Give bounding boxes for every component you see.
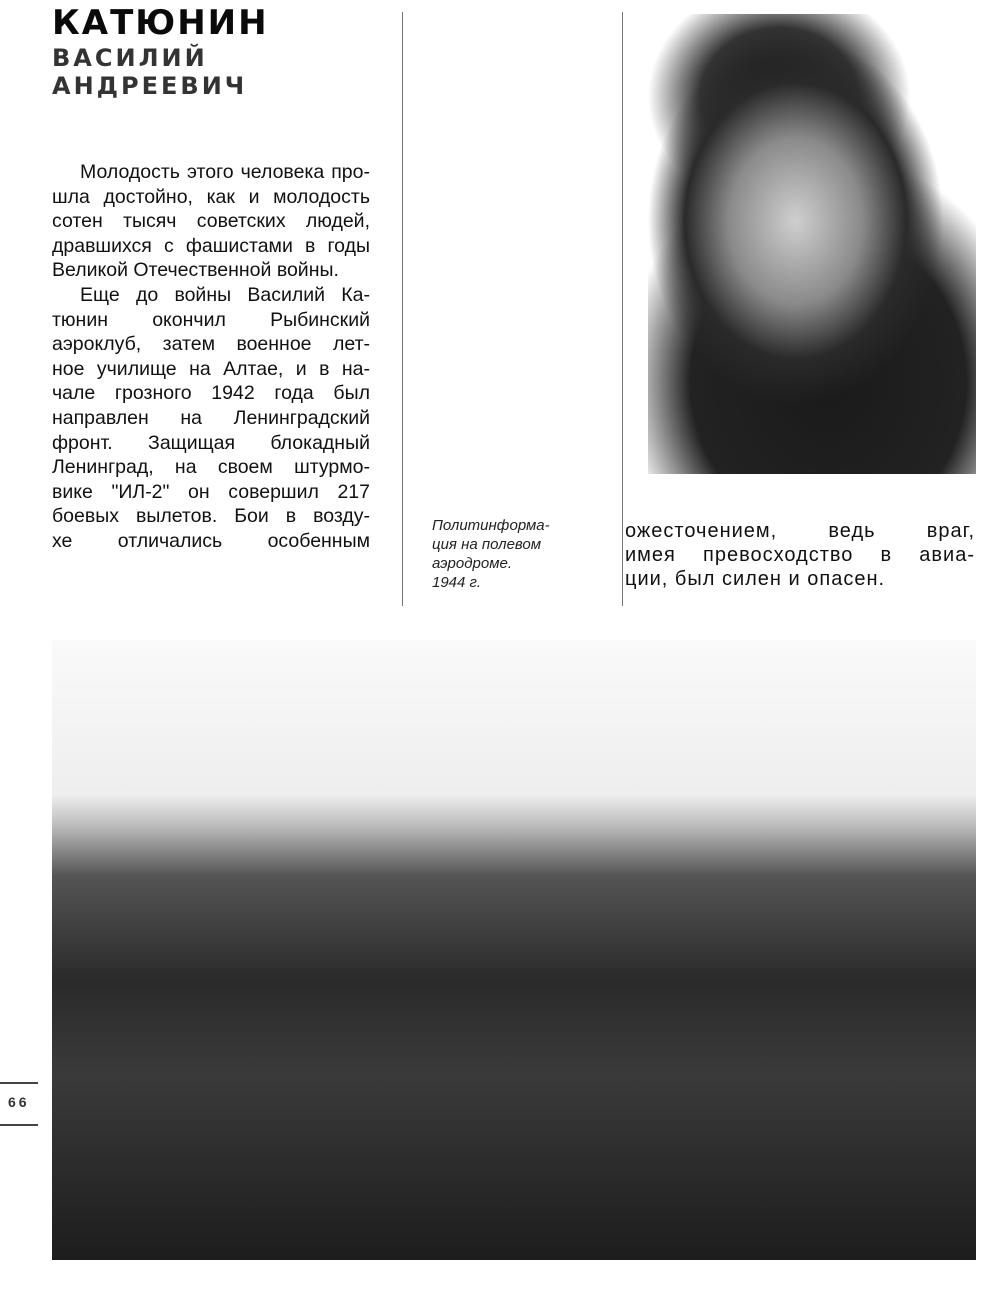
airfield-briefing-photo bbox=[52, 640, 976, 1260]
text-line: чале грозного 1942 года был bbox=[52, 382, 370, 405]
caption-line: аэродроме. bbox=[432, 555, 513, 572]
text-line: аэроклуб, затем военное лет- bbox=[52, 333, 370, 356]
page-number-rule bbox=[0, 1082, 38, 1084]
column-divider bbox=[402, 12, 403, 606]
body-text-right bbox=[625, 519, 975, 591]
text-line: Ленинград, на своем штурмо- bbox=[52, 456, 370, 479]
text-line: Еще до войны Василий Ка- bbox=[80, 283, 370, 306]
body-text-left bbox=[52, 160, 370, 554]
pilot-portrait-photo bbox=[648, 14, 976, 474]
article-heading bbox=[52, 3, 269, 100]
text-line: направлен на Ленинградский bbox=[52, 406, 370, 429]
text-line: ожесточением, ведь враг, bbox=[625, 520, 975, 542]
text-line: сотен тысяч советских людей, bbox=[52, 210, 370, 233]
column-divider bbox=[622, 12, 623, 606]
caption-line: Политинформа- bbox=[432, 517, 550, 534]
text-line: имея превосходство в авиа- bbox=[625, 544, 975, 566]
text-line: ное училище на Алтае, и в на- bbox=[52, 357, 370, 380]
surname: КАТЮНИН bbox=[52, 3, 269, 43]
text-line: хе отличались особенным bbox=[52, 529, 370, 552]
caption-line: 1944 г. bbox=[432, 574, 482, 591]
page-number-rule bbox=[0, 1124, 38, 1126]
photo-caption bbox=[432, 516, 550, 592]
text-line: Молодость этого человека про- bbox=[80, 161, 370, 183]
text-line: вике "ИЛ-2" он совершил 217 bbox=[52, 480, 370, 503]
text-line: шла достойно, как и молодость bbox=[52, 185, 370, 208]
text-line: Великой Отечественной войны. bbox=[52, 259, 339, 282]
caption-line: ция на полевом bbox=[432, 536, 542, 553]
first-name: ВАСИЛИЙ bbox=[52, 44, 208, 72]
text-line: боевых вылетов. Бои в возду- bbox=[52, 505, 370, 528]
text-line: фронт. Защищая блокадный bbox=[52, 431, 370, 454]
text-line: ции, был силен и опасен. bbox=[625, 568, 886, 590]
page-number: 66 bbox=[8, 1094, 30, 1110]
patronymic: АНДРЕЕВИЧ bbox=[52, 72, 248, 100]
text-line: тюнин окончил Рыбинский bbox=[52, 308, 370, 331]
text-line: дравшихся с фашистами в годы bbox=[52, 234, 370, 257]
